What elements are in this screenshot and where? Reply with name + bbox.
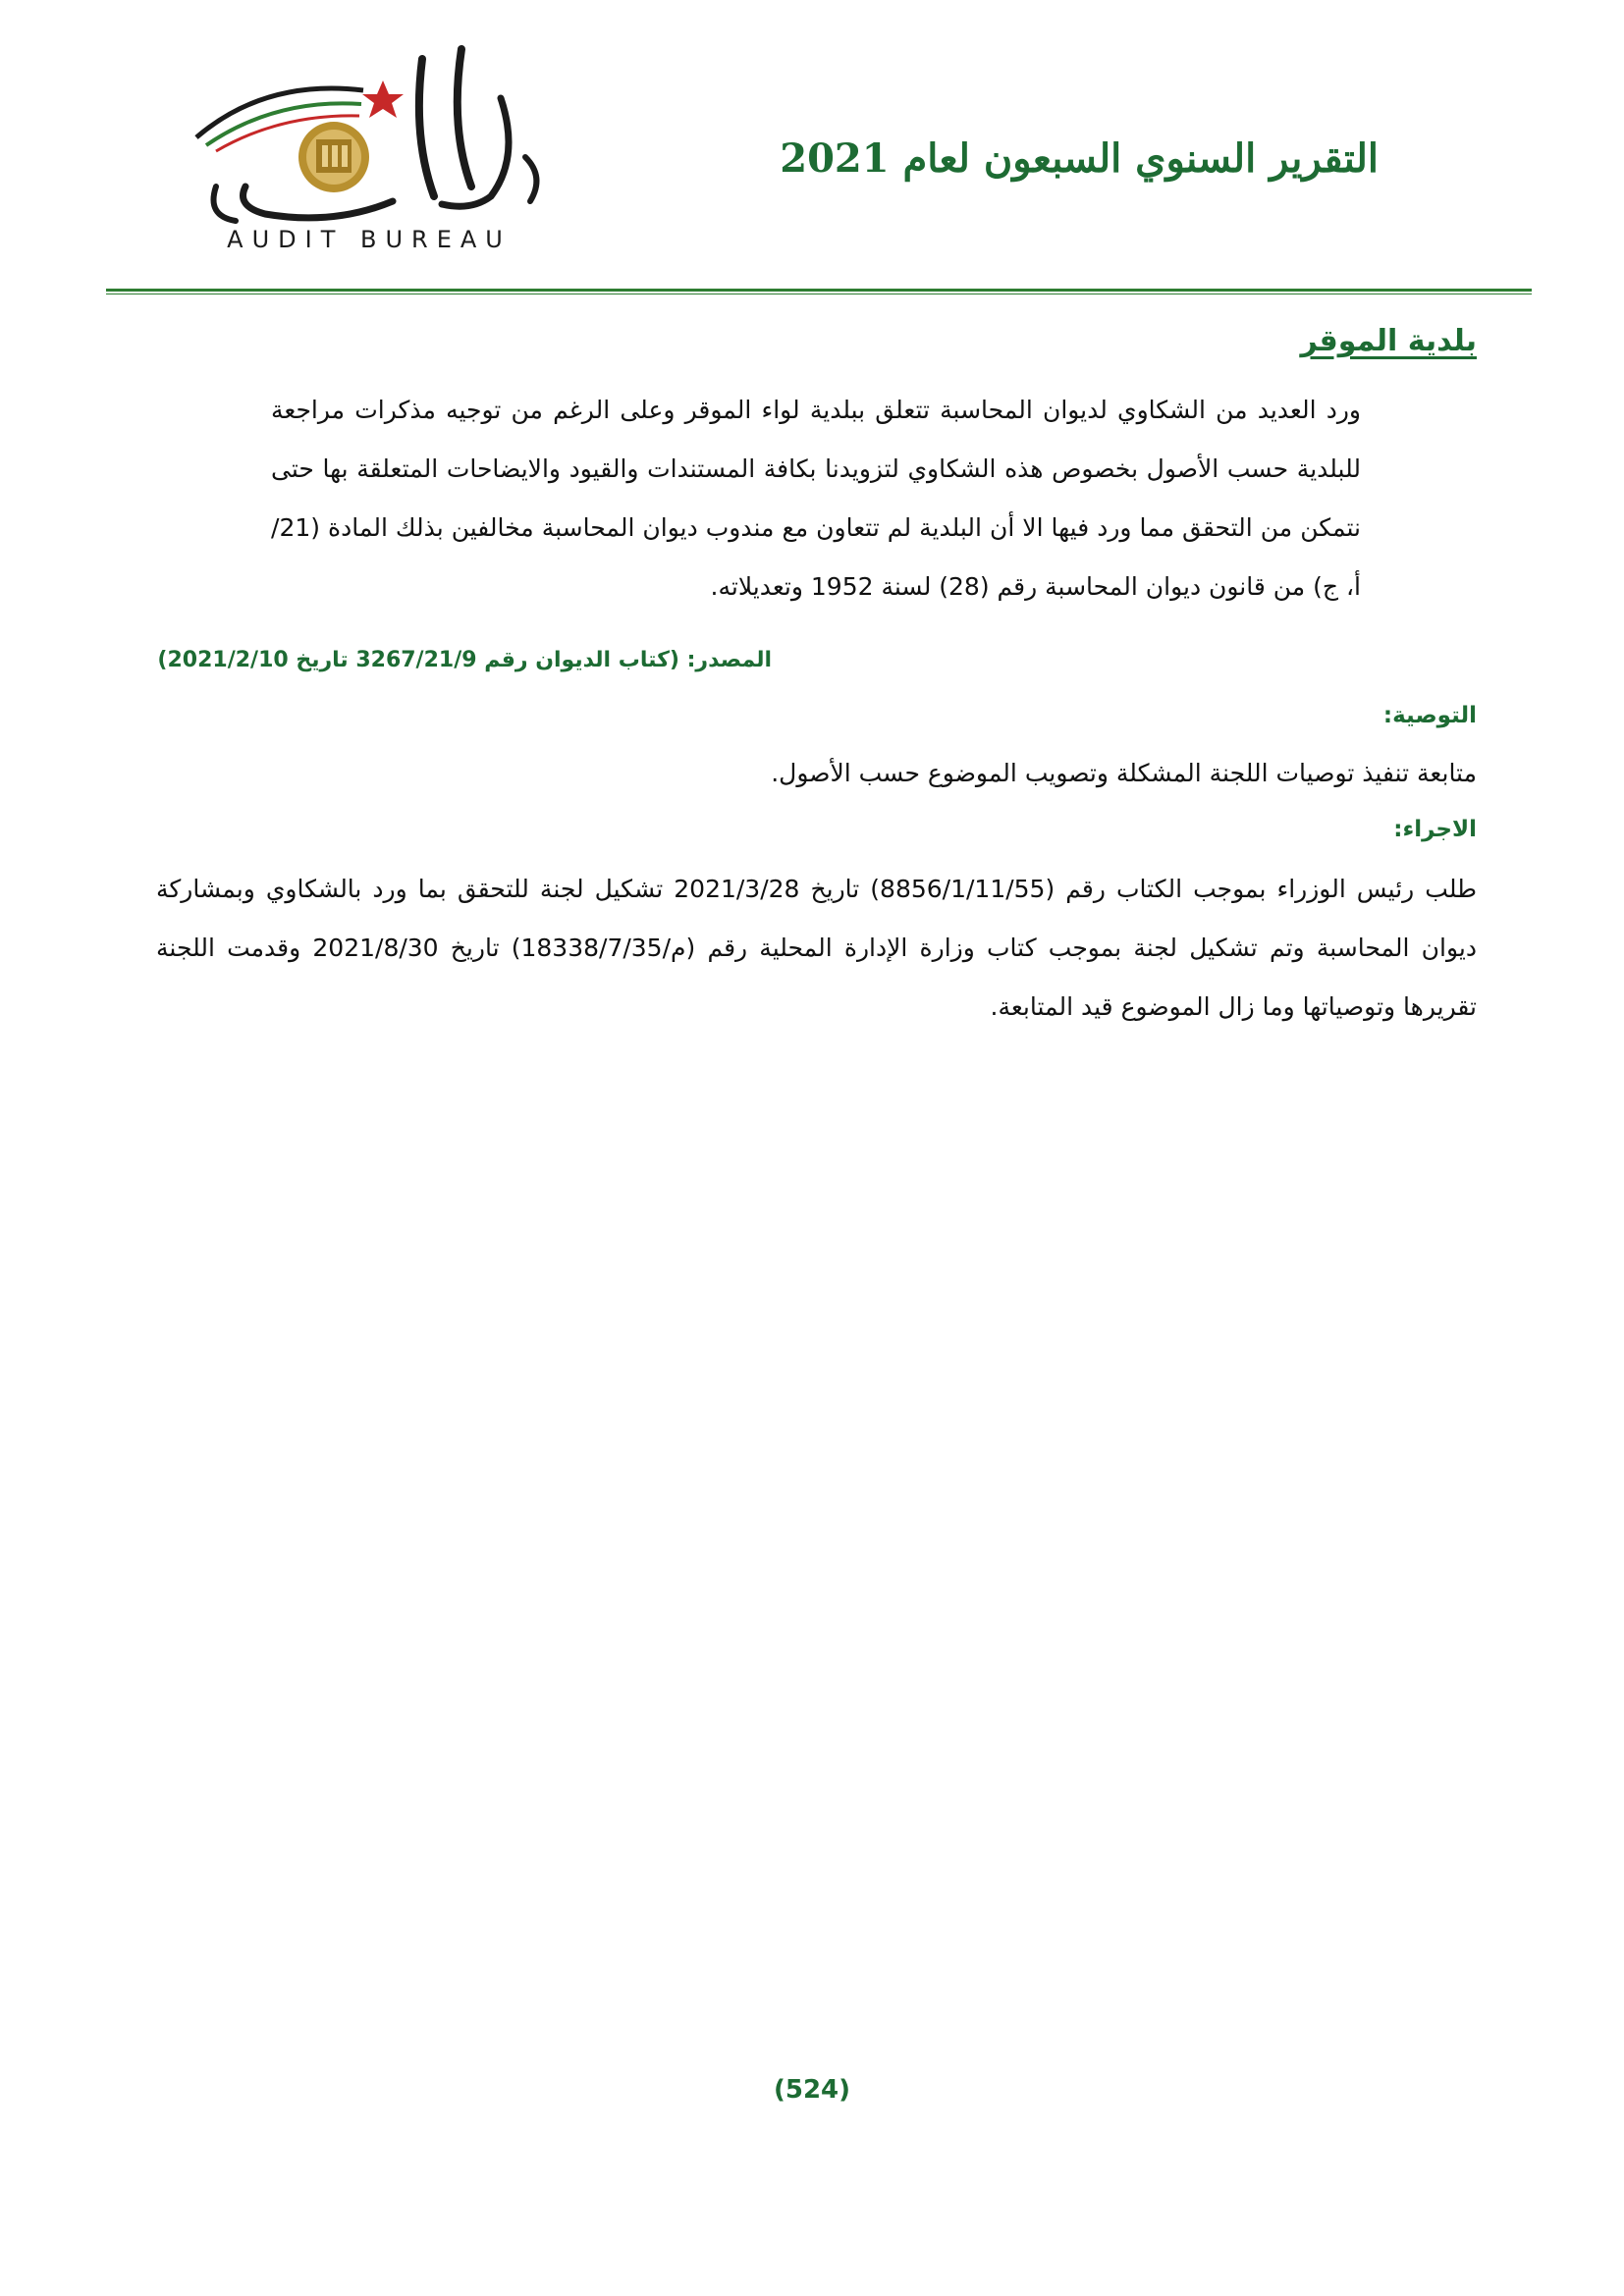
recommendation-text: متابعة تنفيذ توصيات اللجنة المشكلة وتصويب الموضوع حسب الأصول. (771, 759, 1477, 787)
logo-latin-text: AUDIT BUREAU (227, 226, 512, 253)
report-title: التقرير السنوي السبعون لعام 2021 (780, 135, 1379, 182)
section-heading: بلدية الموقر (1300, 324, 1477, 358)
audit-bureau-logo (177, 29, 560, 265)
recommendation-label: التوصية: (1382, 703, 1477, 728)
action-text: طلب رئيس الوزراء بموجب الكتاب رقم (8856/1/11/55) تاريخ 2021/3/28 تشكيل لجنة للتحقق بما ورد بالشكاوي وبمشاركة ديوان المحاسبة وتم تشكيل لجنة بموجب كتاب وزارة الإدارة المحلية رقم (م/18338/7/35) تاريخ 2021/8/30 وقدمت اللجنة تقريرها وتوصياتها وما زال الموضوع قيد المتابعة. (156, 875, 1478, 1021)
findings-paragraph: ورد العديد من الشكاوي لديوان المحاسبة تتعلق ببلدية لواء الموقر وعلى الرغم من توجيه مذكرات مراجعة للبلدية حسب الأصول بخصوص هذه الشكاوي لتزويدنا بكافة المستندات والقيود والايضاحات المتعلقة بها حتى نتمكن من التحقق مما ورد فيها الا أن البلدية لم تتعاون مع مندوب ديوان المحاسبة مخالفين بذلك المادة (21/أ، ج) من قانون ديوان المحاسبة رقم (28) لسنة 1952 وتعديلاته. (271, 396, 1361, 601)
page-number: (524) (773, 2075, 851, 2105)
header-divider (106, 289, 1532, 292)
action-label: الاجراء: (1393, 817, 1477, 842)
source-reference: المصدر: (كتاب الديوان رقم 3267/21/9 تاريخ 2021/2/10) (157, 648, 772, 672)
